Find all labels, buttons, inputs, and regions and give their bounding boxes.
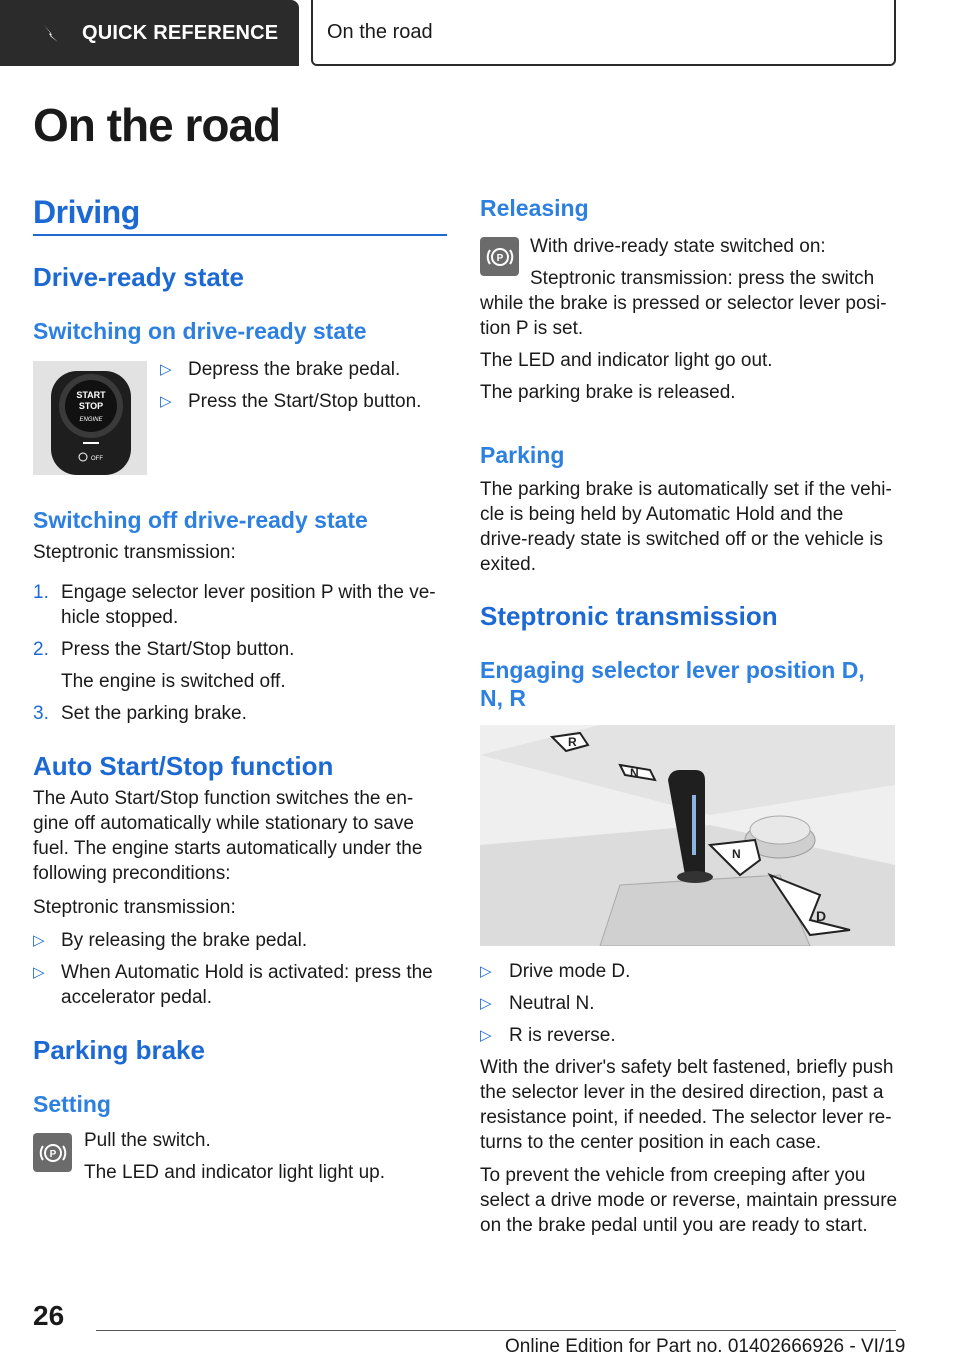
page-header <box>0 0 960 66</box>
releasing-text-line: while the brake is pressed or selector lever posi- <box>480 293 887 314</box>
svg-text:P: P <box>49 1148 56 1160</box>
footer-rule <box>96 1330 896 1331</box>
selector-lever-image <box>480 725 895 946</box>
heading-engaging-line: N, R <box>480 685 526 711</box>
heading-engaging-line: Engaging selector lever position D, <box>480 657 865 683</box>
paragraph-line: With the driver's safety belt fastened, briefly push <box>480 1057 894 1078</box>
paragraph-line: on the brake pedal until you are ready to start. <box>480 1215 868 1236</box>
section-tab[interactable] <box>311 0 896 66</box>
paragraph-line: select a drive mode or reverse, maintain pressure <box>480 1190 898 1211</box>
svg-text:OFF: OFF <box>91 456 103 462</box>
page-number: 26 <box>33 1300 65 1331</box>
svg-text:START: START <box>76 390 106 400</box>
heading-parking: Parking <box>480 442 565 468</box>
triangle-bullet-icon: ▷ <box>160 393 172 410</box>
heading-releasing: Releasing <box>480 195 589 221</box>
parking-text-line: The parking brake is automatically set if the vehi- <box>480 479 892 500</box>
paragraph-line: the selector lever in the desired direction, past a <box>480 1082 884 1103</box>
triangle-bullet-icon: ▷ <box>160 361 172 378</box>
paragraph-line: turns to the center position in each case. <box>480 1132 822 1153</box>
released-text: The parking brake is released. <box>480 382 736 403</box>
step-number: 3. <box>33 703 49 724</box>
step-number: 2. <box>33 639 49 660</box>
heading-setting: Setting <box>33 1091 111 1117</box>
heading-parking-brake: Parking brake <box>33 1035 205 1065</box>
selector-lever-illustration <box>480 725 895 946</box>
heading-steptronic: Steptronic transmission <box>480 601 778 631</box>
edition-text: Online Edition for Part no. 01402666926 - VI/19 <box>505 1336 906 1357</box>
heading-rule <box>33 234 447 236</box>
start-stop-button-image <box>33 361 147 475</box>
parking-brake-switch-icon <box>33 1133 72 1172</box>
quick-reference-label: QUICK REFERENCE <box>82 21 279 44</box>
auto-text-line: fuel. The engine starts automatically under the <box>33 838 423 859</box>
releasing-text-line: tion P is set. <box>480 318 584 339</box>
svg-text:N: N <box>630 766 639 780</box>
heading-switching-on: Switching on drive-ready state <box>33 318 367 344</box>
paragraph-line: resistance point, if needed. The selector lever re- <box>480 1107 892 1128</box>
svg-text:R: R <box>568 735 577 749</box>
heading-driving: Driving <box>33 194 140 230</box>
triangle-bullet-icon: ▷ <box>480 995 492 1012</box>
parking-text-line: cle is being held by Automatic Hold and the <box>480 504 844 525</box>
releasing-text-line: With drive-ready state switched on: <box>530 236 826 257</box>
setting-text-line: The LED and indicator light light up. <box>84 1162 386 1183</box>
svg-text:D: D <box>816 908 827 924</box>
svg-text:ENGINE: ENGINE <box>79 417 103 423</box>
triangle-bullet-icon: ▷ <box>480 963 492 980</box>
svg-text:STOP: STOP <box>78 401 104 411</box>
auto-text-line: following preconditions: <box>33 863 231 884</box>
parking-text-line: drive-ready state is switched off or the vehicle is <box>480 529 884 550</box>
parking-text-line: exited. <box>480 554 536 575</box>
heading-auto-start-stop: Auto Start/Stop function <box>33 751 334 781</box>
svg-text:P: P <box>496 252 503 264</box>
heading-drive-ready-state: Drive-ready state <box>33 262 244 292</box>
triangle-bullet-icon: ▷ <box>33 964 45 981</box>
auto-text-line: gine off automatically while stationary to save <box>33 813 414 834</box>
triangle-bullet-icon: ▷ <box>480 1027 492 1044</box>
parking-brake-switch-icon <box>480 237 519 276</box>
switching-off-intro: Steptronic transmission: <box>33 542 236 563</box>
step-number: 1. <box>33 582 49 603</box>
quick-reference-tab[interactable] <box>0 0 299 66</box>
auto-steptronic: Steptronic transmission: <box>33 897 236 918</box>
auto-text-line: The Auto Start/Stop function switches the en- <box>33 788 414 809</box>
paragraph-line: To prevent the vehicle from creeping after you <box>480 1165 866 1186</box>
led-out-text: The LED and indicator light go out. <box>480 350 773 371</box>
releasing-text-line: Steptronic transmission: press the switch <box>530 268 875 289</box>
step-text: Engage selector lever position P with the ve- <box>61 582 436 603</box>
svg-text:N: N <box>732 847 741 861</box>
step-text: hicle stopped. <box>61 607 179 628</box>
setting-text-line: Pull the switch. <box>84 1130 211 1151</box>
page-title: On the road <box>33 99 281 151</box>
step-text: Press the Start/Stop button. <box>61 639 295 660</box>
step-text: The engine is switched off. <box>61 671 286 692</box>
start-stop-button-icon <box>33 361 147 475</box>
step-text: Set the parking brake. <box>61 703 247 724</box>
section-tab-label: On the road <box>327 20 433 43</box>
lightning-icon <box>40 22 62 44</box>
heading-switching-off: Switching off drive-ready state <box>33 507 368 533</box>
triangle-bullet-icon: ▷ <box>33 932 45 949</box>
